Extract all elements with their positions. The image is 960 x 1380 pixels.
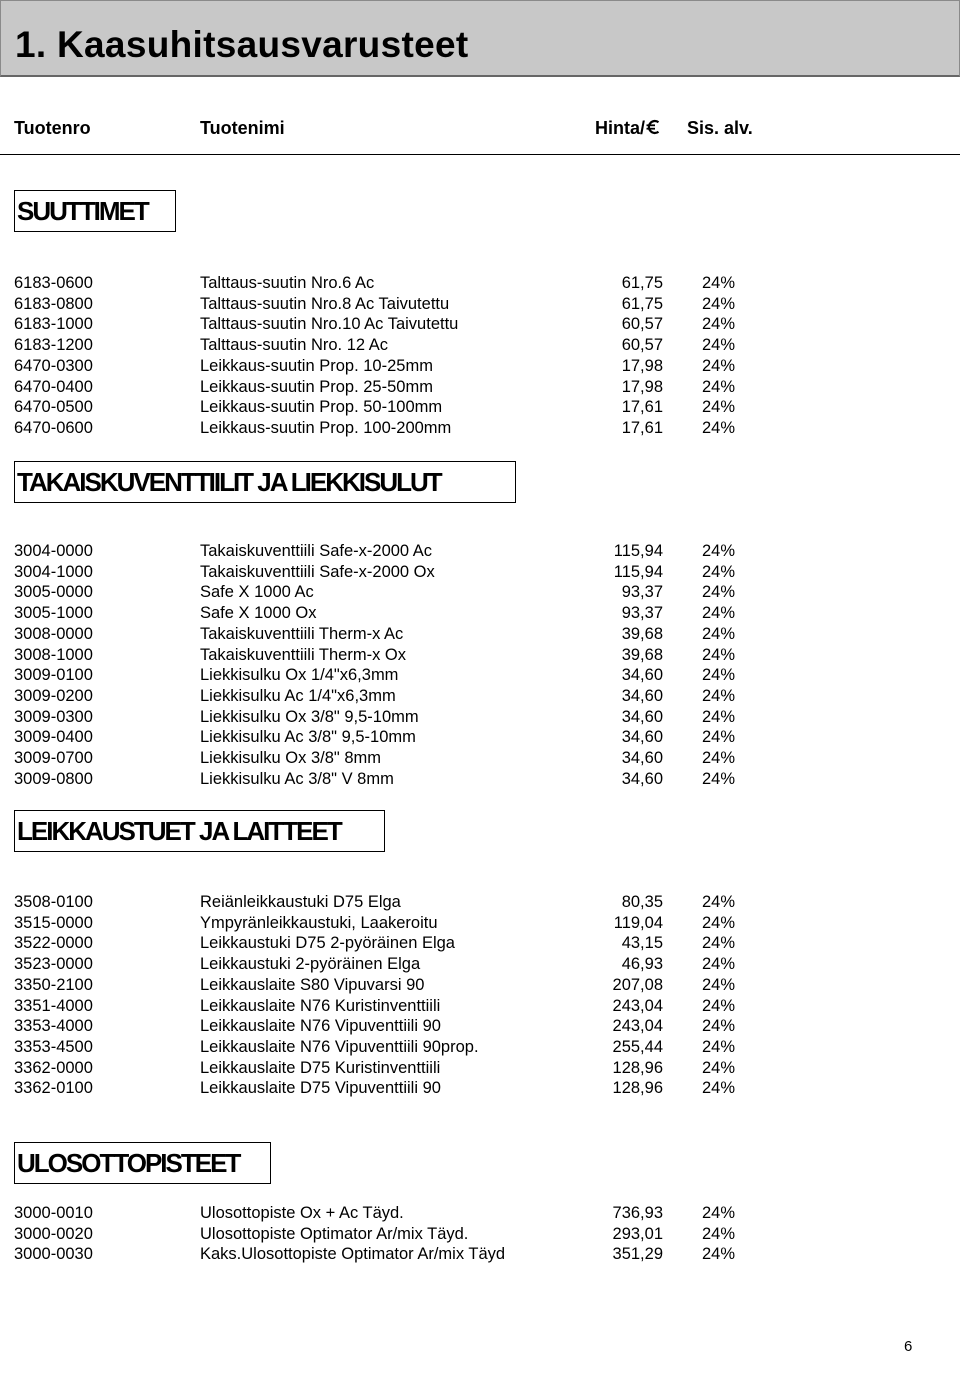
table-row — [0, 707, 960, 728]
product-no: 3009-0800 — [14, 769, 93, 788]
table-row — [0, 975, 960, 996]
product-price: 119,04 — [613, 913, 663, 932]
product-no: 6470-0300 — [14, 356, 93, 375]
product-name: Leikkauslaite S80 Vipuvarsi 90 — [200, 975, 425, 994]
product-price: 80,35 — [621, 893, 663, 911]
table-row — [0, 913, 960, 934]
product-no: 3009-0100 — [14, 666, 93, 685]
product-no: 3008-0000 — [14, 624, 93, 643]
product-price: 39,68 — [621, 645, 663, 664]
product-no: 3000-0020 — [14, 1224, 93, 1243]
table-row — [0, 624, 960, 645]
product-vat: 24% — [701, 624, 735, 643]
table-row — [0, 1078, 960, 1099]
section-title: TAKAISKUVENTTIILIT JA LIEKKISULUT — [14, 461, 516, 503]
product-price: 34,60 — [621, 728, 663, 747]
product-no: 6183-0600 — [14, 274, 93, 292]
product-name: Takaiskuventtiili Therm-x Ac — [200, 624, 404, 643]
product-price: 17,61 — [621, 398, 663, 417]
product-vat: 24% — [701, 769, 735, 788]
product-no: 3362-0000 — [14, 1058, 93, 1077]
product-no: 3005-1000 — [14, 604, 93, 623]
product-vat: 24% — [701, 913, 735, 932]
product-no: 3004-0000 — [14, 542, 93, 560]
table-row — [0, 1037, 960, 1058]
title-bar — [0, 0, 960, 77]
table-row — [0, 294, 960, 315]
product-no: 6470-0600 — [14, 418, 93, 437]
product-name: Liekkisulku Ac 3/8" V 8mm — [200, 769, 394, 788]
product-price: 17,98 — [621, 377, 663, 396]
product-price: 243,04 — [612, 1017, 663, 1036]
table-row — [0, 603, 960, 624]
product-no: 3009-0400 — [14, 728, 93, 747]
product-name: Safe X 1000 Ox — [200, 604, 317, 623]
product-price: 43,15 — [621, 934, 663, 953]
product-name: Leikkauslaite N76 Vipuventtiili 90 — [200, 1017, 441, 1036]
product-name: Liekkisulku Ox 1/4"x6,3mm — [200, 666, 399, 685]
product-no: 3000-0030 — [14, 1245, 93, 1264]
product-price: 128,96 — [612, 1079, 663, 1098]
product-no: 3508-0100 — [14, 893, 93, 911]
table-row — [0, 1016, 960, 1037]
product-price: 34,60 — [621, 749, 663, 767]
product-vat: 24% — [701, 356, 735, 375]
table-row — [0, 314, 960, 335]
table-row — [0, 273, 960, 294]
product-price: 736,93 — [612, 1204, 663, 1222]
table-row — [0, 562, 960, 583]
product-name: Leikkaustuki D75 2-pyöräinen Elga — [200, 934, 455, 953]
product-name: Talttaus-suutin Nro.8 Ac Taivutettu — [200, 294, 450, 313]
product-name: Leikkauslaite N76 Vipuventtiili 90prop. — [200, 1037, 479, 1056]
product-name: Leikkauslaite D75 Vipuventtiili 90 — [200, 1079, 441, 1098]
product-name: Ympyränleikkaustuki, Laakeroitu — [200, 913, 438, 932]
product-vat: 24% — [701, 274, 735, 292]
section-title: LEIKKAUSTUET JA LAITTEET — [14, 810, 385, 852]
product-vat: 24% — [701, 336, 735, 355]
product-vat: 24% — [701, 583, 735, 602]
product-price: 34,60 — [621, 707, 663, 726]
product-price: 17,98 — [621, 356, 663, 375]
product-price: 34,60 — [621, 686, 663, 705]
table-row — [0, 1224, 960, 1245]
product-name: Talttaus-suutin Nro.10 Ac Taivutettu — [200, 315, 459, 334]
product-vat: 24% — [701, 1245, 735, 1264]
product-no: 3009-0300 — [14, 707, 93, 726]
section-title: ULOSOTTOPISTEET — [14, 1142, 271, 1184]
product-vat: 24% — [701, 728, 735, 747]
column-header-vat: Sis. alv. — [687, 118, 753, 138]
table-row — [0, 996, 960, 1017]
product-name: Talttaus-suutin Nro. 12 Ac — [200, 336, 389, 355]
product-no: 3522-0000 — [14, 934, 93, 953]
product-no: 3005-0000 — [14, 583, 93, 602]
product-price: 60,57 — [621, 336, 663, 355]
product-no: 3353-4000 — [14, 1017, 93, 1036]
product-vat: 24% — [701, 1037, 735, 1056]
product-price: 128,96 — [612, 1058, 663, 1077]
table-row — [0, 1058, 960, 1079]
product-price: 255,44 — [612, 1037, 663, 1056]
table-row — [0, 356, 960, 377]
product-no: 3350-2100 — [14, 975, 93, 994]
product-name: Liekkisulku Ox 3/8" 8mm — [200, 749, 382, 767]
column-header-price-label: Hinta/ — [595, 118, 646, 138]
product-name: Leikkaustuki 2-pyöräinen Elga — [200, 955, 421, 974]
product-vat: 24% — [701, 1204, 735, 1222]
table-row — [0, 582, 960, 603]
product-vat: 24% — [701, 707, 735, 726]
table-row — [0, 1244, 960, 1265]
product-price: 61,75 — [621, 294, 663, 313]
product-name: Ulosottopiste Optimator Ar/mix Täyd. — [200, 1224, 469, 1243]
table-row — [0, 335, 960, 356]
product-vat: 24% — [701, 1058, 735, 1077]
product-price: 93,37 — [621, 604, 663, 623]
header-divider — [0, 154, 960, 155]
table-row — [0, 1203, 960, 1224]
product-name: Leikkauslaite D75 Kuristinventtiili — [200, 1058, 441, 1077]
product-vat: 24% — [701, 562, 735, 581]
product-name: Ulosottopiste Ox + Ac Täyd. — [200, 1204, 404, 1222]
product-no: 3515-0000 — [14, 913, 93, 932]
page-title: 1. Kaasuhitsausvarusteet — [15, 24, 469, 65]
product-price: 46,93 — [621, 955, 663, 974]
product-vat: 24% — [701, 749, 735, 767]
product-no: 3009-0700 — [14, 749, 93, 767]
euro-icon — [646, 119, 660, 135]
product-name: Takaiskuventtiili Safe-x-2000 Ac — [200, 542, 433, 560]
product-price: 351,29 — [612, 1245, 663, 1264]
column-header-product-name: Tuotenimi — [200, 118, 285, 138]
product-name: Leikkaus-suutin Prop. 100-200mm — [200, 418, 452, 437]
product-vat: 24% — [701, 542, 735, 560]
product-price: 293,01 — [612, 1224, 663, 1243]
product-vat: 24% — [701, 666, 735, 685]
product-no: 3009-0200 — [14, 686, 93, 705]
section-title: SUUTTIMET — [14, 190, 176, 232]
product-price: 34,60 — [621, 769, 663, 788]
product-vat: 24% — [701, 418, 735, 437]
product-name: Takaiskuventtiili Therm-x Ox — [200, 645, 407, 664]
product-name: Leikkaus-suutin Prop. 10-25mm — [200, 356, 433, 375]
page-number: 6 — [904, 1338, 913, 1355]
product-vat: 24% — [701, 315, 735, 334]
product-name: Leikkaus-suutin Prop. 25-50mm — [200, 377, 433, 396]
table-row — [0, 892, 960, 913]
table-row — [0, 377, 960, 398]
table-row — [0, 933, 960, 954]
table-row — [0, 418, 960, 439]
product-vat: 24% — [701, 1079, 735, 1098]
product-no: 3008-1000 — [14, 645, 93, 664]
product-name: Leikkauslaite N76 Kuristinventtiili — [200, 996, 441, 1015]
product-no: 3351-4000 — [14, 996, 93, 1015]
table-row — [0, 748, 960, 769]
product-name: Liekkisulku Ac 3/8" 9,5-10mm — [200, 728, 416, 747]
product-price: 115,94 — [613, 562, 663, 581]
product-no: 6183-0800 — [14, 294, 93, 313]
product-name: Reiänleikkaustuki D75 Elga — [200, 893, 401, 911]
table-row — [0, 665, 960, 686]
product-vat: 24% — [701, 604, 735, 623]
product-price: 61,75 — [621, 274, 663, 292]
product-no: 3353-4500 — [14, 1037, 93, 1056]
product-price: 34,60 — [621, 666, 663, 685]
product-no: 3523-0000 — [14, 955, 93, 974]
product-no: 6183-1200 — [14, 336, 93, 355]
product-vat: 24% — [701, 975, 735, 994]
product-vat: 24% — [701, 686, 735, 705]
product-name: Talttaus-suutin Nro.6 Ac — [200, 274, 375, 292]
column-header-product-no: Tuotenro — [14, 118, 91, 138]
product-vat: 24% — [701, 645, 735, 664]
product-vat: 24% — [701, 893, 735, 911]
product-no: 3000-0010 — [14, 1204, 93, 1222]
product-vat: 24% — [701, 398, 735, 417]
product-vat: 24% — [701, 955, 735, 974]
product-vat: 24% — [701, 1224, 735, 1243]
table-row — [0, 769, 960, 790]
product-no: 6183-1000 — [14, 315, 93, 334]
product-name: Kaks.Ulosottopiste Optimator Ar/mix Täyd — [200, 1245, 506, 1264]
product-no: 6470-0500 — [14, 398, 93, 417]
product-price: 207,08 — [612, 975, 663, 994]
product-vat: 24% — [701, 996, 735, 1015]
table-row — [0, 397, 960, 418]
product-name: Takaiskuventtiili Safe-x-2000 Ox — [200, 562, 435, 581]
product-price: 60,57 — [621, 315, 663, 334]
product-price: 17,61 — [621, 418, 663, 437]
product-name: Leikkaus-suutin Prop. 50-100mm — [200, 398, 443, 417]
table-row — [0, 727, 960, 748]
product-price: 93,37 — [621, 583, 663, 602]
product-no: 3362-0100 — [14, 1079, 93, 1098]
table-row — [0, 541, 960, 562]
product-price: 115,94 — [613, 542, 663, 560]
table-row — [0, 954, 960, 975]
product-vat: 24% — [701, 1017, 735, 1036]
product-name: Liekkisulku Ox 3/8" 9,5-10mm — [200, 707, 419, 726]
product-vat: 24% — [701, 934, 735, 953]
product-vat: 24% — [701, 294, 735, 313]
product-name: Liekkisulku Ac 1/4"x6,3mm — [200, 686, 396, 705]
product-name: Safe X 1000 Ac — [200, 583, 314, 602]
product-price: 39,68 — [621, 624, 663, 643]
table-row — [0, 686, 960, 707]
product-no: 6470-0400 — [14, 377, 93, 396]
product-price: 243,04 — [612, 996, 663, 1015]
column-header-price — [595, 117, 660, 139]
product-vat: 24% — [701, 377, 735, 396]
table-row — [0, 645, 960, 666]
product-no: 3004-1000 — [14, 562, 93, 581]
